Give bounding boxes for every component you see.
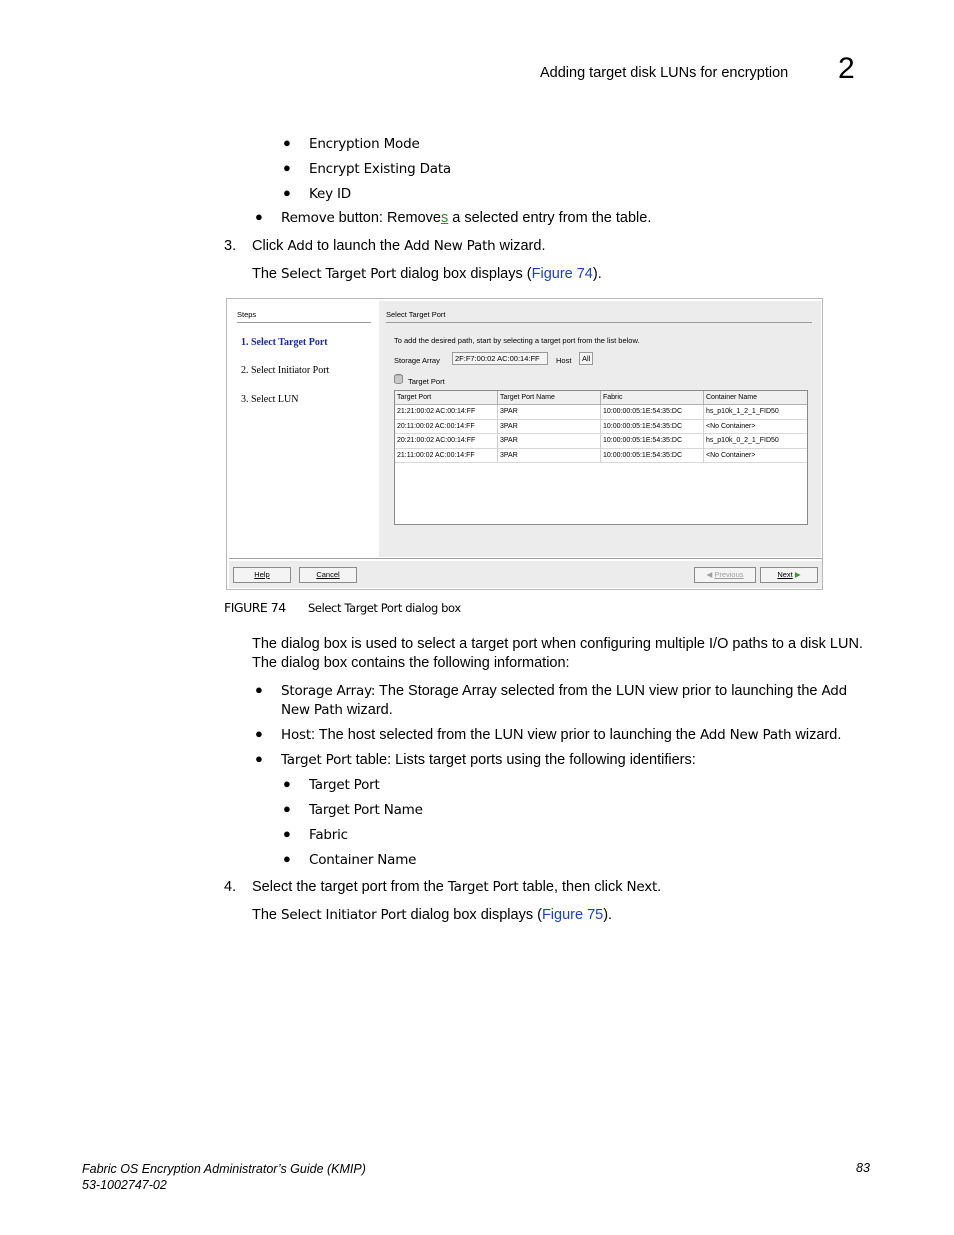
- figure-link[interactable]: Figure 74: [531, 266, 593, 282]
- bullet-icon: ●: [255, 682, 263, 697]
- host-field[interactable]: All: [579, 352, 593, 365]
- step4-para: The Select Initiator Port dialog box displays (Figure 75).: [252, 907, 613, 923]
- storage-array-field[interactable]: 2F:F7:00:02 AC:00:14:FF: [452, 352, 548, 365]
- step4-text: Select the target port from the Target Port table, then click Next.: [252, 879, 662, 895]
- column-header[interactable]: Target Port: [395, 391, 498, 405]
- running-header: Adding target disk LUNs for encryption: [540, 65, 789, 81]
- table-cell: 20:11:00:02 AC:00:14:FF: [395, 419, 498, 434]
- table-cell: 21:11:00:02 AC:00:14:FF: [395, 448, 498, 463]
- footer-doc-number: 53-1002747-02: [82, 1178, 167, 1192]
- step-item[interactable]: 2. Select Initiator Port: [241, 365, 330, 376]
- table-cell: 20:21:00:02 AC:00:14:FF: [395, 434, 498, 449]
- step-item[interactable]: 3. Select LUN: [241, 394, 299, 405]
- remove-bullet: Remove button: Removes a selected entry from the table.: [281, 210, 652, 226]
- table-cell: 3PAR: [498, 448, 601, 463]
- table-cell: 10:00:00:05:1E:54:35:DC: [601, 419, 704, 434]
- divider: [237, 322, 371, 323]
- previous-button[interactable]: ◀ Previous: [694, 567, 756, 583]
- figure-link[interactable]: Figure 75: [541, 907, 604, 923]
- dialog-screenshot: [226, 298, 823, 590]
- bullet-icon: ●: [283, 776, 291, 791]
- paragraph: The dialog box is used to select a target port when configuring multiple I/O paths to a disk LUN.: [252, 636, 863, 652]
- bullet-icon: ●: [283, 826, 291, 841]
- host-label: Host: [556, 356, 572, 365]
- list-item: Target Port Name: [309, 802, 423, 818]
- host-bullet: Host: The host selected from the LUN view prior to launching the Add New Path wizard.: [281, 727, 842, 743]
- list-item: Container Name: [309, 852, 417, 868]
- next-button[interactable]: Next ▶: [760, 567, 818, 583]
- table-cell: 3PAR: [498, 405, 601, 420]
- table-row[interactable]: [395, 419, 808, 434]
- bullet-icon: ●: [283, 160, 291, 175]
- cancel-button[interactable]: Cancel: [299, 567, 357, 583]
- paragraph: The dialog box contains the following information:: [252, 655, 570, 671]
- footer-title: Fabric OS Encryption Administrator’s Guide (KMIP): [82, 1162, 366, 1176]
- panel-title: Select Target Port: [386, 310, 446, 319]
- figure-caption: Select Target Port dialog box: [308, 601, 461, 615]
- inline-link[interactable]: s: [441, 210, 449, 226]
- table-cell: <No Container>: [704, 419, 808, 434]
- database-icon: [394, 374, 403, 384]
- button-bar: [229, 561, 822, 588]
- column-header[interactable]: Container Name: [704, 391, 808, 405]
- table-cell: 10:00:00:05:1E:54:35:DC: [601, 448, 704, 463]
- step3-text: Click Add to launch the Add New Path wizard.: [252, 238, 546, 254]
- column-header[interactable]: Target Port Name: [498, 391, 601, 405]
- table-cell: 3PAR: [498, 434, 601, 449]
- divider: [229, 558, 822, 559]
- chapter-number: 2: [838, 52, 855, 85]
- list-item: Target Port: [309, 777, 380, 793]
- table-header-row: [395, 391, 808, 405]
- table-cell: <No Container>: [704, 448, 808, 463]
- table-cell: hs_p10k_0_2_1_FID50: [704, 434, 808, 449]
- table-row[interactable]: [395, 405, 808, 420]
- storage-array-label: Storage Array: [394, 356, 440, 365]
- step-item-active[interactable]: 1. Select Target Port: [241, 337, 328, 348]
- step3-para: The Select Target Port dialog box displays (Figure 74).: [252, 266, 602, 282]
- bullet-icon: ●: [283, 851, 291, 866]
- list-item: Fabric: [309, 827, 348, 843]
- table-cell: 3PAR: [498, 419, 601, 434]
- bullet-icon: ●: [255, 751, 263, 766]
- content-panel: [379, 301, 821, 557]
- bullet-icon: ●: [283, 801, 291, 816]
- bullet-icon: ●: [255, 209, 263, 224]
- target-port-bullet: Target Port table: Lists target ports using the following identifiers:: [281, 752, 696, 768]
- page-number: 83: [856, 1161, 870, 1175]
- list-item: Key ID: [309, 186, 351, 202]
- table-label: Target Port: [408, 377, 445, 386]
- bullet-icon: ●: [283, 185, 291, 200]
- bullet-icon: ●: [283, 135, 291, 150]
- storage-array-bullet: Storage Array: The Storage Array selected from the LUN view prior to launching the Add: [281, 683, 848, 699]
- steps-panel: [229, 301, 377, 557]
- steps-header: Steps: [237, 310, 257, 319]
- column-header[interactable]: Fabric: [601, 391, 704, 405]
- bullet-icon: ●: [255, 726, 263, 741]
- figure-label: FIGURE 74: [224, 600, 286, 615]
- storage-array-bullet-cont: New Path wizard.: [281, 702, 393, 718]
- help-button[interactable]: Help: [233, 567, 291, 583]
- table-cell: 10:00:00:05:1E:54:35:DC: [601, 405, 704, 420]
- list-item: Encryption Mode: [309, 136, 420, 152]
- table-row[interactable]: [395, 434, 808, 449]
- list-item: Encrypt Existing Data: [309, 161, 451, 177]
- arrow-right-icon: ▶: [794, 570, 801, 579]
- instruction-text: To add the desired path, start by selecting a target port from the list below.: [394, 336, 640, 345]
- table-cell: 21:21:00:02 AC:00:14:FF: [395, 405, 498, 420]
- arrow-left-icon: ◀: [706, 570, 713, 579]
- target-port-table: [394, 390, 808, 525]
- table-row[interactable]: [395, 448, 808, 463]
- footer-info: [82, 1161, 366, 1193]
- table-cell: 10:00:00:05:1E:54:35:DC: [601, 434, 704, 449]
- divider: [386, 322, 812, 323]
- table-cell: hs_p10k_1_2_1_FID50: [704, 405, 808, 420]
- step-number: 4.: [224, 879, 237, 895]
- step-number: 3.: [224, 238, 237, 254]
